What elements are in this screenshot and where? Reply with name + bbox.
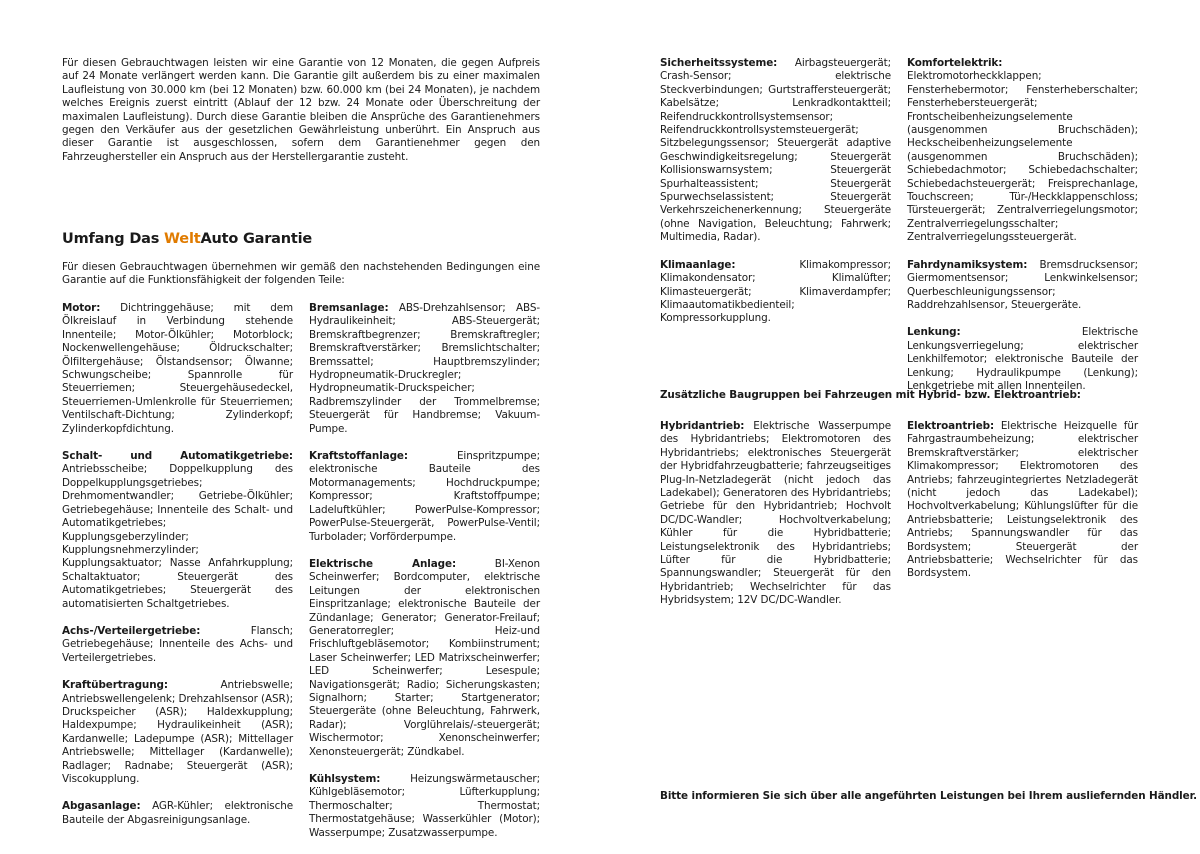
section-term: Hybridantrieb: [660,420,745,432]
right-page-column-2 [907,57,1138,407]
parts-section [62,625,293,665]
section-term: Lenkung: [907,326,961,339]
parts-section [660,259,891,326]
section-parts-text: Elektrische Wasserpumpe des Hybridantriebs; Elektromotoren des Hybridantriebs; elektronisches Steuergerät der Hybridfahrzeugbatterie; fahrzeugseitiges Plug-In-Netzladegerät (nicht jedoch das Ladekabel); Generatoren des Hybridantriebs; Getriebe für den Hybridantrieb; Hochvolt DC/DC-Wandler; Hochvoltverkabelung; Kühler für die Hybridbatterie; Leistungselektronik des Hybridantriebs; Lüfter für die Hybridbatterie; Spannungswandler; Steuergerät für den Hybridantrieb; Wechselrichter für das Hybridsystem; 12V DC/DC-Wandler. [660,420,892,607]
heading-prefix: Umfang Das [62,231,165,247]
section-parts-text: Flansch; Getriebegehäuse; Innenteile des Achs- und Verteilergetriebes. [62,624,293,664]
section-parts-text: Elektrische Lenkungsverriegelung; elektrischer Lenkhilfemotor; elektronische Bauteile der Lenkung; Hydraulikpumpe (Lenkung); Lenkgetriebe mit allen Innenteilen. [907,326,1138,392]
left-page-column-2 [309,302,540,854]
section-term: Achs-/Verteilergetriebe: [62,624,201,637]
right-page-column-1 [660,57,891,340]
hybrid-section-title: Zusätzliche Baugruppen bei Fahrzeugen mit Hybrid- bzw. Elektroantrieb: [660,389,1081,401]
parts-section [62,450,293,611]
section-term: Kraftstoffanlage: [309,450,408,463]
heading-brand: Welt [164,231,201,247]
parts-section [907,420,1138,581]
section-term: Motor: [62,302,101,314]
section-parts-text: Elektrische Heizquelle für Fahrgastraumbeheizung; elektrischer Bremskraftverstärker; elektrischer Klimakompressor; Elektromotoren des Antriebs; fahrzeugintegriertes Netzladegerät (nicht jedoch das Ladekabel); Hochvoltverkabelung; Kühlungslüfter für die Antriebsbatterie; Leistungselektronik des Antriebs; Spannungswandler für das Bordsystem; Steuergerät der Antriebsbatterie; Wechselrichter für das Bordsystem. [907,420,1138,580]
lead-paragraph: Für diesen Gebrauchtwagen übernehmen wir gemäß den nachstehenden Bedingungen eine Garantie auf die Funktionsfähigkeit der folgenden Teile: [62,261,540,287]
section-term: Sicherheitssysteme: [660,57,778,69]
section-term: Komfortelektrik: [907,57,1003,69]
section-term: Fahrdynamiksystem: [907,258,1028,271]
section-term: Kraftübertragung: [62,679,168,692]
section-parts-text: Heizungswärmetauscher; Kühlgebläsemotor; Lüfterkupplung; Thermoschalter; Thermostat; Thermostatgehäuse; Wasserkühler (Motor); Wasserpumpe; Zusatzwasserpumpe. [309,773,540,839]
section-parts-text: Antriebswelle; Antriebswellengelenk; Drehzahlsensor (ASR); Druckspeicher (ASR); Haldexkupplung; Haldexpumpe; Hydraulikeinheit (ASR); Kardanwelle; Ladepumpe (ASR); Mittellager Antriebswelle; Mittellager (Kardanwelle); Radlager; Radnabe; Steuergerät (ASR); Viscokupplung. [62,679,293,785]
section-parts-text: Airbagsteuergerät; Crash-Sensor; elektrische Steckverbindungen; Gurtstraffersteuergerät; Kabelsätze; Lenkradkontaktteil; Reifendruckkontrollsystemsensor; Reifendruckkontrollsystemsteuergerät; Sitzbelegungssensor; Steuergerät adaptive Geschwindigkeitsregelung; Steuergerät Kollisionswarnsystem; Steuergerät Spurhalteassistent; Steuergerät Spurwechselassistent; Steuergerät Verkehrszeichenerkennung; Steuergeräte (ohne Navigation, Beleuchtung; Fahrwerk; Multimedia, Radar). [660,57,891,244]
section-term: Klimaanlage: [660,258,736,271]
section-parts-text: Bremsdrucksensor; Giermomentsensor; Lenkwinkelsensor; Querbeschleunigungssensor; Raddrehzahlsensor, Steuergeräte. [907,258,1138,311]
section-term: Kühlsystem: [309,773,381,785]
intro-paragraph: Für diesen Gebrauchtwagen leisten wir eine Garantie von 12 Monaten, die gegen Aufpreis auf 24 Monate verlängert werden kann. Die Garantie gilt außerdem bis zu einer maximalen Laufleistung von 30.000 km (bei 12 Monaten) bzw. 60.000 km (bei 24 Monaten), je nachdem welches Ereignis zuerst eintritt (Ablauf der 12 bzw. 24 Monate oder Überschreitung der maximalen Laufleistung). Durch diese Garantie bleiben die Ansprüche des Garantienehmers gegen den Verkäufer aus der gesetzlichen Gewährleistung unberührt. Ein Anspruch aus dieser Garantie ist ausgeschlossen, sofern dem Garantienehmer gegen den Fahrzeughersteller ein Anspruch aus der Herstellergarantie zusteht. [62,57,540,163]
dealer-footnote: Bitte informieren Sie sich über alle angeführten Leistungen bei Ihrem ausliefernden Händler. [660,790,1197,802]
parts-section [309,558,540,759]
section-parts-text: BI-Xenon Scheinwerfer; Bordcomputer, elektrische Leitungen der elektronischen Einspritzanlage; elektronische Bauteile der Zündanlage; Generator; Generator-Freilauf; Generatorregler; Heiz-und Frischluftgebläsemotor; Kombiinstrument; Laser Scheinwerfer; LED Matrixscheinwerfer; LED Scheinwerfer; Lesespule; Navigationsgerät; Radio; Sicherungskasten; Signalhorn; Starter; Startgenerator; Steuergeräte (ohne Beleuchtung, Fahrwerk, Radar); Vorglührelais/-steuergerät; Wischermotor; Xenonscheinwerfer; Xenonsteuergerät; Zündkabel. [309,557,540,758]
section-parts-text: Antriebsscheibe; Doppelkupplung des Doppelkupplungsgetriebes; Drehmomentwandler; Getriebe-Ölkühler; Getriebegehäuse; Innenteile des Schalt- und Automatikgetriebes; Kupplungsgeberzylinder; Kupplungsnehmerzylinder; Kupplungsaktuator; Nasse Anfahrkupplung; Schaltaktuator; Steuergerät des Automatikgetriebes; Steuergerät des automatisierten Schaltgetriebes. [62,463,293,610]
section-term: Elektroantrieb: [907,420,995,432]
left-page-column-1 [62,302,293,841]
heading-suffix: Auto Garantie [200,231,313,247]
section-parts-text: Einspritzpumpe; elektronische Bauteile des Motormanagements; Hochdruckpumpe; Kompressor; Kraftstoffpumpe; Ladeluftkühler; PowerPulse-Kompressor; PowerPulse-Steuergerät, PowerPulse-Ventil; Turbolader; Vorförderpumpe. [309,450,540,543]
parts-section [907,326,1138,393]
parts-section [907,259,1138,313]
parts-section [309,450,540,544]
parts-section [309,302,540,436]
parts-section [309,773,540,840]
section-term: Elektrische Anlage: [309,557,457,570]
parts-section [907,57,1138,245]
section-parts-text: ABS-Drehzahlsensor; ABS-Hydraulikeinheit; ABS-Steuergerät; Bremskraftbegrenzer; Bremskraftregler; Bremskraftverstärker; Bremslichtschalter; Bremssattel; Hauptbremszylinder; Hydropneumatik-Druckregler; Hydropneumatik-Druckspeicher; Radbremszylinder der Trommelbremse; Steuergerät für Handbremse; Vakuum-Pumpe. [309,302,540,435]
section-heading [62,230,312,248]
section-term: Bremsanlage: [309,302,389,314]
section-parts-text: Klimakompressor; Klimakondensator; Klimalüfter; Klimasteuergerät; Klimaverdampfer; Klimaautomatikbedienteil; Kompressorkupplung. [660,258,891,325]
parts-section [62,302,293,436]
parts-section [62,679,293,786]
section-parts-text: Dichtringgehäuse; mit dem Ölkreislauf in Verbindung stehende Innenteile; Motor-Ölkühler; Motorblock; Nockenwellengehäuse; Öldruckschalter; Ölfiltergehäuse; Ölstandsensor; Ölwanne; Schwungscheibe; Spannrolle für Steuerriemen; Steuergehäusedeckel, Steuerriemen-Umlenkrolle für Steuerriemen; Ventilschaft-Dichtung; Zylinderkopf; Zylinderkopfdichtung. [62,302,294,435]
hybrid-column-1 [660,420,891,622]
section-term: Schalt- und Automatikgetriebe: [62,450,293,463]
section-term: Abgasanlage: [62,800,141,813]
parts-section [660,57,891,245]
hybrid-column-2 [907,420,1138,595]
section-parts-text: AGR-Kühler; elektronische Bauteile der Abgasreinigungsanlage. [62,800,293,826]
parts-section [62,800,293,827]
parts-section [660,420,891,608]
section-parts-text: Elektromotorheckklappen; Fensterhebermotor; Fensterheberschalter; Fensterhebersteuergerät; Frontscheibenheizungselemente (ausgenommen Bruchschäden); Heckscheibenheizungselemente (ausgenommen Bruchschäden); Schiebedachmotor; Schiebedachschalter; Schiebedachsteuergerät; Freisprechanlage, Touchscreen; Tür-/Heckklappenschloss; Türsteuergerät; Zentralverriegelungsmotor; Zentralverriegelungsschalter; Zentralverriegelungssteuergerät. [907,70,1138,244]
